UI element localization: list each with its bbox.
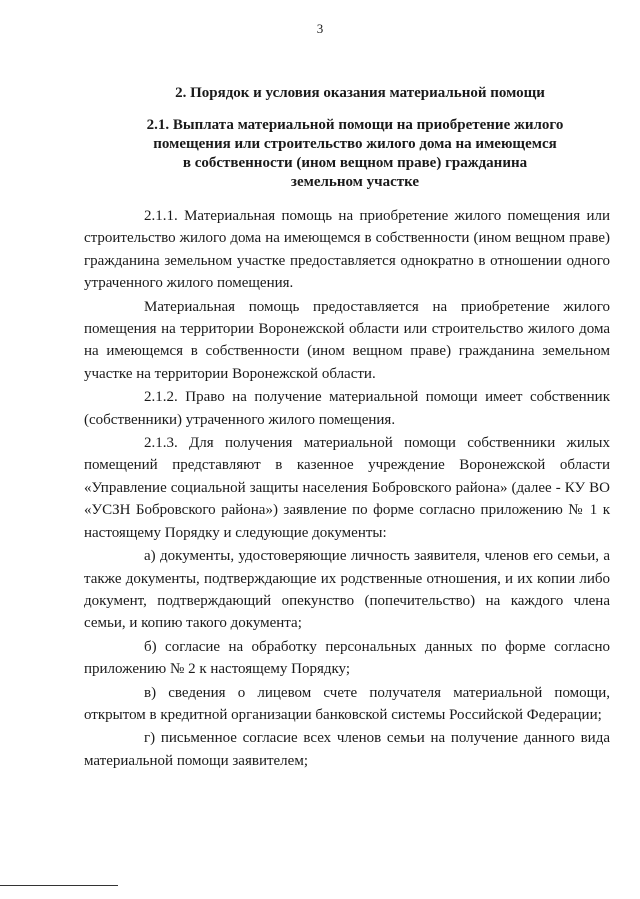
document-body: [84, 205, 610, 772]
list-item-b: б) согласие на обработку персональных данных по форме согласно приложению № 2 к настоящему Порядку;: [84, 638, 610, 678]
subsection-heading-line: земельном участке: [290, 174, 420, 190]
list-item-a: а) документы, удостоверяющие личность заявителя, членов его семьи, а также документы, подтверждающие их родственные отношения, и их копии либо документ, подтверждающий опекунство (попечительство) на каждого члена семьи, и копию такого документа;: [84, 548, 610, 632]
subsection-heading: [95, 116, 615, 192]
list-item-g: г) письменное согласие всех членов семьи на получение данного вида материальной помощи заявителем;: [84, 730, 610, 769]
subsection-heading-line: 2.1. Выплата материальной помощи на приобретение жилого: [146, 117, 564, 133]
footer-divider: [0, 885, 118, 886]
list-item-v: в) сведения о лицевом счете получателя материальной помощи, открытом в кредитной организации банковской системы Российской Федерации;: [84, 684, 610, 723]
subsection-heading-line: помещения или строительство жилого дома на имеющемся: [153, 136, 557, 152]
paragraph-2-1-2: 2.1.2. Право на получение материальной помощи имеет собственник (собственники) утраченного жилого помещения.: [84, 389, 610, 428]
section-heading: 2. Порядок и условия оказания материальной помощи: [175, 85, 545, 101]
subsection-heading-line: в собственности (ином вещном праве) гражданина: [182, 155, 528, 171]
page-number: 3: [316, 21, 324, 36]
paragraph-2-1-1: 2.1.1. Материальная помощь на приобретение жилого помещения или строительство жилого дома на имеющемся в собственности (ином вещном праве) гражданина земельном участке предоставляется однократно в отношении одного утраченного жилого помещения.: [84, 208, 610, 292]
paragraph-territory: Материальная помощь предоставляется на приобретение жилого помещения на территории Воронежской области или строительство жилого дома на имеющемся в собственности (ином вещном праве) гражданина земельном участке на территории Воронежской области.: [84, 298, 610, 382]
paragraph-2-1-3: 2.1.3. Для получения материальной помощи собственники жилых помещений представляют в казенное учреждение Воронежской области «Управление социальной защиты населения Бобровского района» (далее - КУ ВО «УСЗН Бобровского района») заявление по форме согласно приложению № 1 к настоящему Порядку и следующие документы:: [84, 435, 610, 541]
